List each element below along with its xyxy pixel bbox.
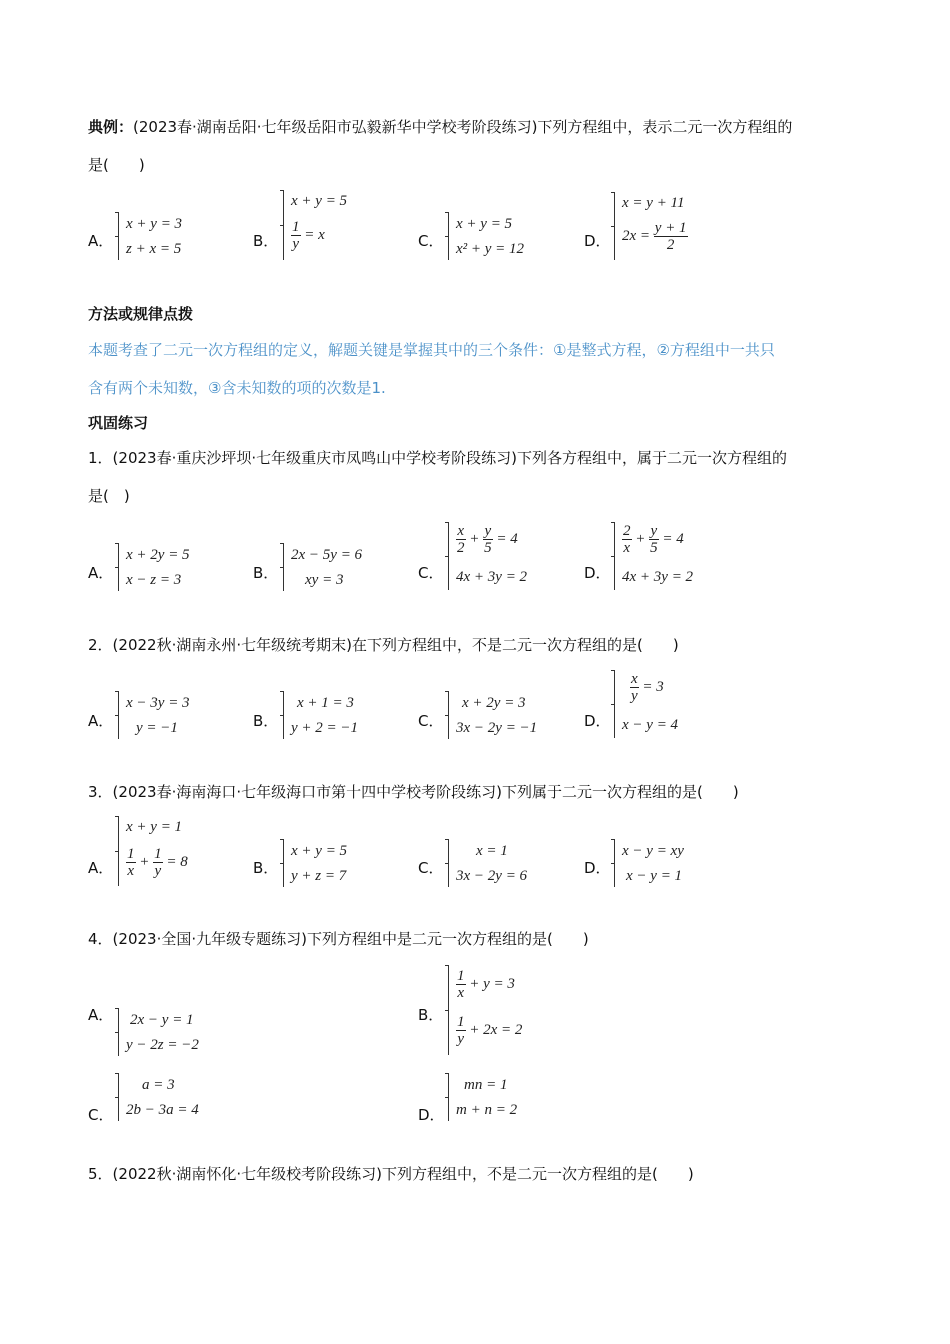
brace: [448, 522, 449, 590]
q2-d-eq1: $\frac{x}{y}$ = 3: [631, 671, 664, 704]
example-line-1: 典例：(2023春·湖南岳阳·七年级岳阳市弘毅新华中学校考阶段练习)下列方程组中，表示二元一次方程组的: [88, 118, 793, 136]
q3-line-1: 3．(2023春·海南海口·七年级海口市第十四中学校考阶段练习)下列属于二元一次方程组的是( ): [88, 783, 739, 801]
example-b-system: x + y = 5 $\frac{1}{y}$ = x: [283, 190, 373, 262]
q4-d-system: mn = 1 m + n = 2: [448, 1073, 543, 1123]
q3-b-system: x + y = 5 y + z = 7: [283, 839, 373, 889]
document-page: 典例：(2023春·湖南岳阳·七年级岳阳市弘毅新华中学校考阶段练习)下列方程组中，表示二元一次方程组的 是( ) A． x + y = 3 z + x = 5 B． x + y = 5 $\frac{1}{y}$ = x C． x + y = 5 x² + y = 12 D． x = y + 11 2x = $\frac{y + 1}{2}$ 方法或规律点拨 本题考查了二元一次方程组的定义，解题关键是掌握其中的三个条件：①是整式方程，②方程组中一共只 含有两个未知数，③含未知数的项的次数是1. 巩固练习 1．(2023春·重庆沙坪坝·七年级重庆市凤鸣山中学校考阶段练习)下列各方程组中，属于二元一次方程组的 是( ) A． x + 2y = 5 x − z = 3 B． 2x − 5y = 6 xy = 3 C． $\frac{x}{2}$ + $\frac{y}{5}$ = 4 4x + 3y = 2 D． $\frac{2}{x}$ + $\frac{y}{5}$ = 4 4x + 3y = 2 2．(2022秋·湖南永州·七年级统考期末)在下列方程组中，不是二元一次方程组的是( ) A． x − 3y = 3 y = −1 B． x + 1 = 3 y + 2 = −1 C． x + 2y = 3 3x − 2y = −1 D． $\frac{x}{y}$ = 3 x − y = 4 3．(2023春·海南海口·七年级海口市第十四中学校考阶段练习)下列属于二元一次方程组的是( ) A． x + y = 1 $\frac{1}{x}$ + $\frac{1}{y}$ = 8 B． x + y = 5 y + z = 7 C． x = 1 3x − 2y = 6 D． x − y = xy x − y = 1 4．(2023·全国·九年级专题练习)下列方程组中是二元一次方程组的是( ) A． 2x − y = 1 y − 2z = −2 B． $\frac{1}{x}$ + y = 3 $\frac{1}{y}$ + 2x = 2 C． a = 3 2b − 3a = 4 D． mn = 1 m + n = 2 5．(2022秋·湖南怀化·七年级校考阶段练习)下列方程组中，不是二元一次方程组的是( ): [88, 118, 793, 1183]
q1-line-1: 1．(2023春·重庆沙坪坝·七年级重庆市凤鸣山中学校考阶段练习)下列各方程组中，属于二元一次方程组的: [88, 449, 787, 467]
q2-line-1: 2．(2022秋·湖南永州·七年级统考期末)在下列方程组中，不是二元一次方程组的是( ): [88, 636, 679, 654]
q3-c-system: x = 1 3x − 2y = 6: [448, 839, 548, 889]
brace: [283, 543, 284, 591]
q4-b-system: [448, 965, 548, 1057]
brace: [118, 212, 119, 260]
method-line-1: 本题考查了二元一次方程组的定义，解题关键是掌握其中的三个条件：①是整式方程，②方程组中一共只: [88, 341, 775, 359]
q1-d-eq1: $\frac{2}{x}$ + $\frac{y}{5}$ = 4: [623, 523, 684, 556]
brace: [118, 1073, 119, 1121]
q1-line-2: 是( ): [88, 487, 130, 505]
q1-a-system: x + 2y = 5 x − z = 3: [118, 543, 208, 593]
q2-d-system: $\frac{x}{y}$ = 3 x − y = 4: [614, 670, 704, 740]
brace: [118, 543, 119, 591]
method-title: 方法或规律点拨: [88, 305, 194, 323]
q4-b-eq1: $\frac{1}{x}$ + y = 3: [457, 968, 515, 1001]
brace: [448, 691, 449, 739]
brace: [118, 1008, 119, 1056]
brace: [614, 192, 615, 260]
example-d-system: x = y + 11 2x = $\frac{y + 1}{2}$: [614, 192, 714, 262]
brace: [448, 212, 449, 260]
q4-a-system: 2x − y = 1 y − 2z = −2: [118, 1008, 213, 1058]
q1-c-eq1: $\frac{x}{2}$ + $\frac{y}{5}$ = 4: [457, 523, 518, 556]
brace: [448, 839, 449, 887]
q2-a-system: x − 3y = 3 y = −1: [118, 691, 208, 741]
brace: [283, 691, 284, 739]
q2-c-system: x + 2y = 3 3x − 2y = −1: [448, 691, 548, 741]
example-d-eq2: 2x = $\frac{y + 1}{2}$: [622, 220, 687, 253]
brace: [118, 691, 119, 739]
brace: [283, 839, 284, 887]
brace: [448, 1073, 449, 1121]
practice-title: 巩固练习: [88, 414, 149, 432]
brace: [118, 816, 119, 886]
brace: [614, 839, 615, 887]
brace: [283, 190, 284, 260]
q1-b-system: 2x − 5y = 6 xy = 3: [283, 543, 378, 593]
q3-d-system: x − y = xy x − y = 1: [614, 839, 714, 889]
q4-line-1: 4．(2023·全国·九年级专题练习)下列方程组中是二元一次方程组的是( ): [88, 930, 589, 948]
example-line-2: 是( ): [88, 156, 145, 174]
example-a-system: x + y = 3 z + x = 5: [118, 212, 208, 262]
method-line-2: 含有两个未知数，③含未知数的项的次数是1.: [88, 379, 386, 397]
q2-b-system: x + 1 = 3 y + 2 = −1: [283, 691, 373, 741]
q1-c-system: $\frac{x}{2}$ + $\frac{y}{5}$ = 4 4x + 3y = 2: [448, 522, 548, 592]
brace: [448, 965, 449, 1055]
q4-b-eq2: $\frac{1}{y}$ + 2x = 2: [457, 1014, 523, 1047]
example-b-eq2: $\frac{1}{y}$ = x: [292, 219, 325, 252]
q3-a-system: x + y = 1 $\frac{1}{x}$ + $\frac{1}{y}$ = 8: [118, 816, 208, 888]
example-c-system: x + y = 5 x² + y = 12: [448, 212, 548, 262]
brace: [614, 670, 615, 738]
q1-d-system: $\frac{2}{x}$ + $\frac{y}{5}$ = 4 4x + 3y = 2: [614, 522, 714, 592]
q5-line-1: 5．(2022秋·湖南怀化·七年级校考阶段练习)下列方程组中，不是二元一次方程组的是( ): [88, 1165, 694, 1183]
q3-a-eq2: $\frac{1}{x}$ + $\frac{1}{y}$ = 8: [127, 846, 188, 879]
q4-c-system: a = 3 2b − 3a = 4: [118, 1073, 213, 1123]
brace: [614, 522, 615, 590]
example-label: 典例：: [88, 118, 134, 136]
